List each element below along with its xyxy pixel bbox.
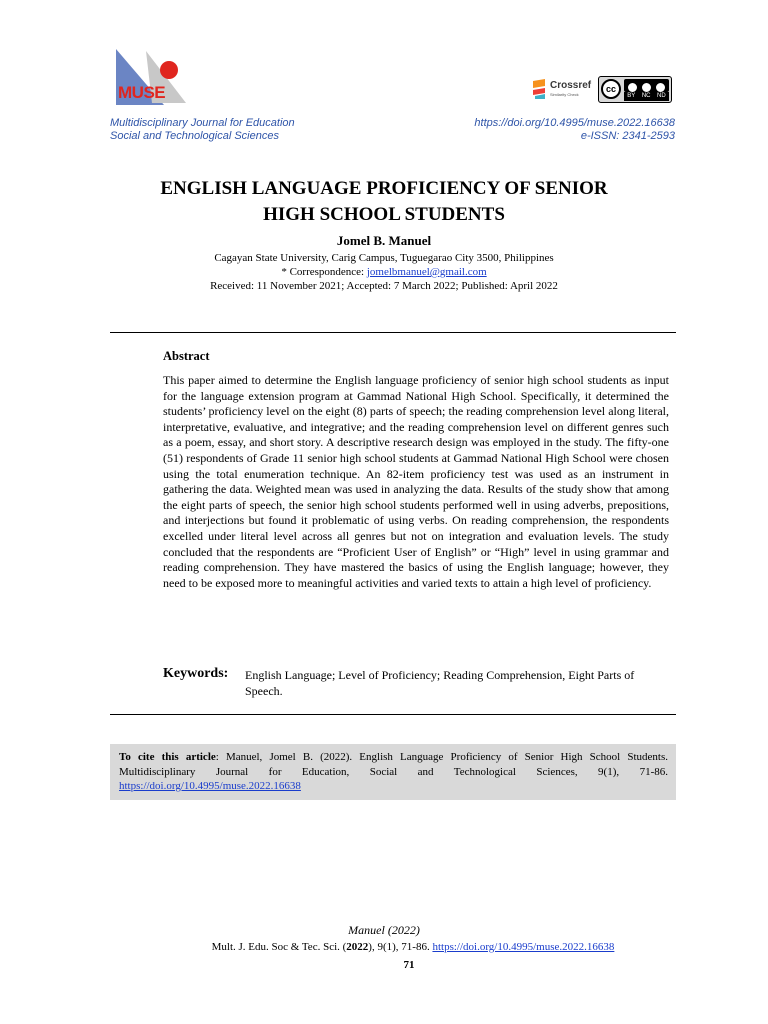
page-number: 71 xyxy=(403,959,415,971)
keywords-text: English Language; Level of Proficiency; Reading Comprehension, Eight Parts of Speech. xyxy=(245,668,635,698)
footer-doi-link[interactable]: https://doi.org/10.4995/muse.2022.16638 xyxy=(432,941,615,953)
footer-author-year: Manuel (2022) xyxy=(348,923,420,937)
doi-block xyxy=(474,117,675,143)
abstract-heading: Abstract xyxy=(163,349,210,363)
cc-icon: cc xyxy=(601,79,621,99)
muse-logo-text: MUSE xyxy=(118,83,166,102)
citation-label: To cite this article xyxy=(119,751,216,763)
footer-cite-suffix: ), 9(1), 71-86. xyxy=(368,941,433,953)
citation-box xyxy=(110,744,676,800)
article-title-line2: HIGH SCHOOL STUDENTS xyxy=(263,204,505,225)
journal-name xyxy=(110,117,295,143)
cc-code-by: BY xyxy=(627,93,636,99)
cc-conditions-bar xyxy=(624,79,669,92)
article-title xyxy=(0,176,768,228)
eissn: e-ISSN: 2341-2593 xyxy=(580,130,675,142)
abstract-body: This paper aimed to determine the English language proficiency of senior high school students as input for the language extension program at Gammad National High School. Specifically, it determined the students’ proficiency level on the eight (8) parts of speech; the reading comprehension level along literal, interpretative, evaluative, and integrative; and the reading comprehension level on different genres such as a poem, essay, and short story. A descriptive research design was employed in the study. The fifty-one (51) respondents of Grade 11 senior high school students at Gammad National High School were chosen using the total enumeration technique. An 82-item proficiency test was used as an instrument in gathering the data. Weighted mean was used in analyzing the data. Results of the study show that among the eight parts of speech, the senior high school students performed well in using adverbs, prepositions, and interjections but found it problematic of using verbs. On reading comprehension, the respondents excelled under literal level across all genres but not on integration and evaluation levels. The study concluded that the respondents are “Proficient User of English” or “High” level in using grammar and reading comprehension. They have mastered the basics of using the English language; however, they need to be exposed more to meaningful activities and varied texts to attain a high level of proficiency. xyxy=(163,373,669,590)
top-divider xyxy=(110,332,676,333)
correspondence-email-link[interactable]: jomelbmanuel@gmail.com xyxy=(366,266,487,278)
author-affiliation-block xyxy=(0,251,768,293)
crossref-sub-label: Similarity Check xyxy=(550,92,579,97)
footer-cite-year: 2022 xyxy=(346,941,369,953)
citation-text: : Manuel, Jomel B. (2022). English Language Proficiency of Senior High School Students. Multidisciplinary Journal for Education, Social and Technological Sciences, 9(1), 71-86. xyxy=(119,751,669,778)
crossref-icon xyxy=(533,79,547,99)
crossref-similarity-check-logo xyxy=(533,78,595,102)
journal-name-line1: Multidisciplinary Journal for Education xyxy=(110,117,295,129)
citation-doi-link[interactable]: https://doi.org/10.4995/muse.2022.16638 xyxy=(119,780,301,792)
journal-name-line2: Social and Technological Sciences xyxy=(110,130,279,142)
correspondence-label: * Correspondence: xyxy=(281,266,367,278)
crossref-label: Crossref xyxy=(550,80,592,91)
author-name: Jomel B. Manuel xyxy=(336,233,432,248)
correspondence xyxy=(0,265,768,279)
affiliation: Cagayan State University, Carig Campus, Tuguegarao City 3500, Philippines xyxy=(214,252,554,264)
cc-code-nd: ND xyxy=(657,93,666,99)
footer-citation xyxy=(0,941,768,953)
doi-link[interactable]: https://doi.org/10.4995/muse.2022.16638 xyxy=(474,117,675,129)
article-dates: Received: 11 November 2021; Accepted: 7 March 2022; Published: April 2022 xyxy=(210,280,558,292)
muse-logo xyxy=(112,45,192,111)
cc-code-nc: NC xyxy=(641,93,651,99)
footer-cite-prefix: Mult. J. Edu. Soc & Tec. Sci. ( xyxy=(211,941,347,953)
article-title-line1: ENGLISH LANGUAGE PROFICIENCY OF SENIOR xyxy=(160,178,608,199)
cc-license-codes xyxy=(624,92,669,101)
keywords-label: Keywords: xyxy=(163,666,229,681)
cc-license-badge xyxy=(598,76,672,103)
bottom-divider xyxy=(110,714,676,715)
